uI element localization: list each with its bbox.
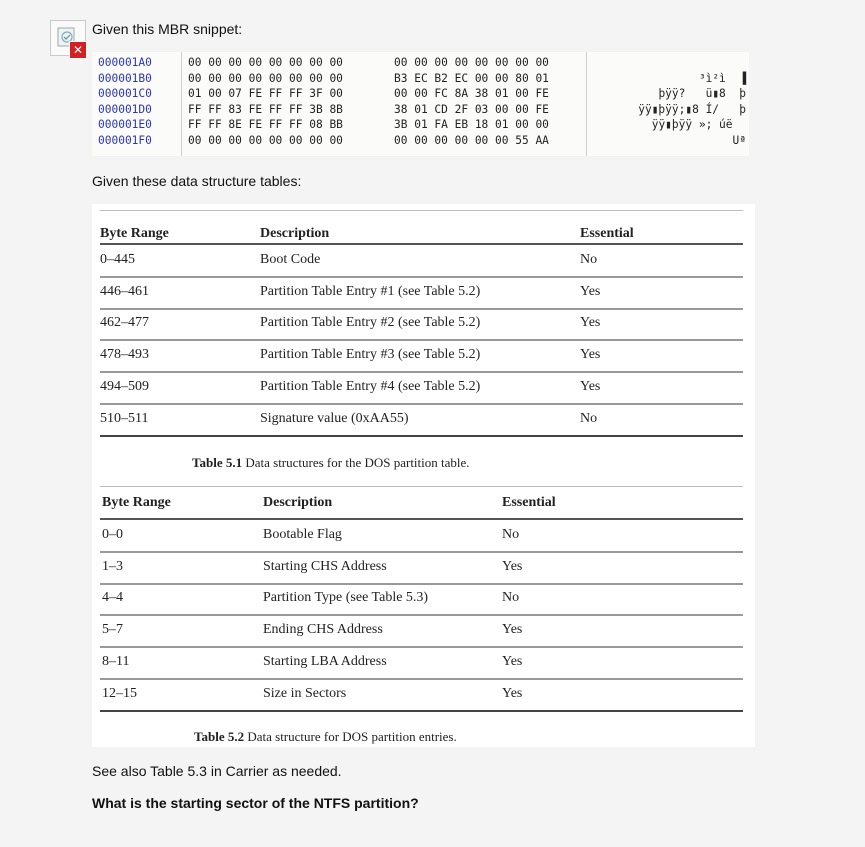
hex-divider bbox=[181, 52, 182, 156]
table-5-2 bbox=[100, 486, 743, 714]
question-text: What is the starting sector of the NTFS partition? bbox=[92, 795, 419, 811]
table-row bbox=[100, 679, 743, 712]
tables-image bbox=[92, 204, 755, 747]
table-cell: Yes bbox=[580, 347, 601, 363]
table-cell: 462–477 bbox=[100, 315, 149, 331]
table-cell: No bbox=[580, 410, 598, 426]
hex-bytes-group-2: 00 00 00 00 00 00 00 00 bbox=[394, 56, 549, 69]
table-cell: 0–0 bbox=[102, 527, 123, 542]
tables-intro-text: Given these data structure tables: bbox=[92, 173, 302, 189]
hex-offset: 000001E0 bbox=[98, 118, 152, 132]
table-cell: Yes bbox=[580, 315, 601, 331]
table-5-1 bbox=[100, 210, 743, 436]
hex-ascii: ÿÿ▮þÿÿ;▮8 Í/ þ bbox=[638, 102, 746, 116]
hex-offset: 000001F0 bbox=[98, 134, 152, 147]
table-cell: 1–3 bbox=[102, 558, 123, 574]
table-cell: Ending CHS Address bbox=[263, 622, 383, 638]
table-cell: Partition Table Entry #1 (see Table 5.2) bbox=[260, 283, 481, 299]
hex-bytes-group-2: 38 01 CD 2F 03 00 00 FE bbox=[394, 102, 549, 116]
table-cell: 8–11 bbox=[102, 653, 130, 669]
see-also-text: See also Table 5.3 in Carrier as needed. bbox=[92, 763, 342, 779]
table-cell: Yes bbox=[580, 378, 601, 394]
column-header: Essential bbox=[580, 226, 634, 241]
hex-ascii: ³ì²ì ▐ bbox=[698, 71, 746, 85]
column-header: Byte Range bbox=[100, 226, 169, 241]
table-cell: Bootable Flag bbox=[263, 527, 342, 542]
table-row bbox=[100, 647, 743, 680]
hex-ascii: Uª bbox=[732, 134, 746, 147]
table-row bbox=[100, 583, 743, 616]
hex-offset: 000001A0 bbox=[98, 56, 152, 69]
hex-bytes-group-1: FF FF 8E FE FF FF 08 BB bbox=[188, 118, 343, 132]
table-5-2-caption: Table 5.2 Data structure for DOS partition entries. bbox=[194, 729, 457, 744]
table-cell: Yes bbox=[580, 283, 601, 299]
hex-ascii: þÿÿ? ü▮8 þ bbox=[658, 87, 746, 101]
intro-text: Given this MBR snippet: bbox=[92, 21, 243, 37]
hex-bytes-group-1: 00 00 00 00 00 00 00 00 bbox=[188, 134, 343, 147]
broken-image-icon bbox=[50, 20, 86, 56]
table-row bbox=[100, 615, 743, 648]
table-cell: Starting LBA Address bbox=[263, 653, 387, 669]
column-header: Description bbox=[260, 226, 330, 241]
table-cell: 510–511 bbox=[100, 410, 149, 426]
table-cell: Size in Sectors bbox=[263, 685, 347, 701]
table-cell: 446–461 bbox=[100, 283, 149, 299]
table-row bbox=[100, 277, 743, 310]
table-5-1-caption: Table 5.1 Data structures for the DOS partition table. bbox=[192, 455, 470, 470]
table-cell: 4–4 bbox=[102, 590, 123, 606]
hex-divider bbox=[586, 52, 587, 156]
hex-bytes-group-1: 00 00 00 00 00 00 00 00 bbox=[188, 71, 343, 85]
table-cell: Yes bbox=[502, 558, 523, 574]
table-cell: 12–15 bbox=[102, 685, 137, 701]
column-header: Byte Range bbox=[102, 495, 171, 510]
table-row bbox=[100, 372, 743, 405]
table-cell: Partition Type (see Table 5.3) bbox=[263, 590, 429, 606]
hex-bytes-group-2: 00 00 00 00 00 00 55 AA bbox=[394, 134, 549, 147]
table-cell: Partition Table Entry #4 (see Table 5.2) bbox=[260, 378, 481, 394]
table-cell: Yes bbox=[502, 622, 523, 638]
hex-bytes-group-2: B3 EC B2 EC 00 00 80 01 bbox=[394, 71, 549, 85]
table-row bbox=[100, 308, 743, 341]
hex-bytes-group-1: 01 00 07 FE FF FF 3F 00 bbox=[188, 87, 343, 101]
table-cell: No bbox=[580, 252, 598, 267]
error-x-icon: ✕ bbox=[69, 41, 87, 59]
hex-bytes-group-2: 3B 01 FA EB 18 01 00 00 bbox=[394, 118, 549, 132]
table-cell: Partition Table Entry #2 (see Table 5.2) bbox=[260, 315, 481, 331]
table-cell: Partition Table Entry #3 (see Table 5.2) bbox=[260, 347, 481, 363]
table-cell: Signature value (0xAA55) bbox=[260, 410, 409, 426]
table-cell: Starting CHS Address bbox=[263, 558, 387, 574]
table-row bbox=[100, 520, 743, 553]
table-cell: 494–509 bbox=[100, 378, 149, 394]
table-cell: Yes bbox=[502, 685, 523, 701]
table-cell: No bbox=[502, 527, 520, 542]
hex-offset: 000001C0 bbox=[98, 87, 152, 101]
table-row bbox=[100, 404, 743, 437]
hex-dump bbox=[92, 52, 749, 156]
table-cell: No bbox=[502, 590, 520, 606]
hex-bytes-group-1: 00 00 00 00 00 00 00 00 bbox=[188, 56, 343, 69]
table-cell: Boot Code bbox=[260, 252, 321, 267]
column-header: Essential bbox=[502, 495, 556, 510]
table-row bbox=[100, 552, 743, 585]
table-cell: 5–7 bbox=[102, 622, 123, 638]
hex-bytes-group-1: FF FF 83 FE FF FF 3B 8B bbox=[188, 102, 343, 116]
hex-bytes-group-2: 00 00 FC 8A 38 01 00 FE bbox=[394, 87, 549, 101]
table-cell: 478–493 bbox=[100, 347, 149, 363]
column-header: Description bbox=[263, 495, 333, 510]
hex-offset: 000001D0 bbox=[98, 102, 152, 116]
hex-ascii: ÿÿ▮þÿÿ »; úë bbox=[651, 118, 746, 132]
table-cell: Yes bbox=[502, 653, 523, 669]
table-cell: 0–445 bbox=[100, 252, 135, 267]
hex-offset: 000001B0 bbox=[98, 71, 152, 85]
table-row bbox=[100, 245, 743, 278]
table-row bbox=[100, 340, 743, 373]
